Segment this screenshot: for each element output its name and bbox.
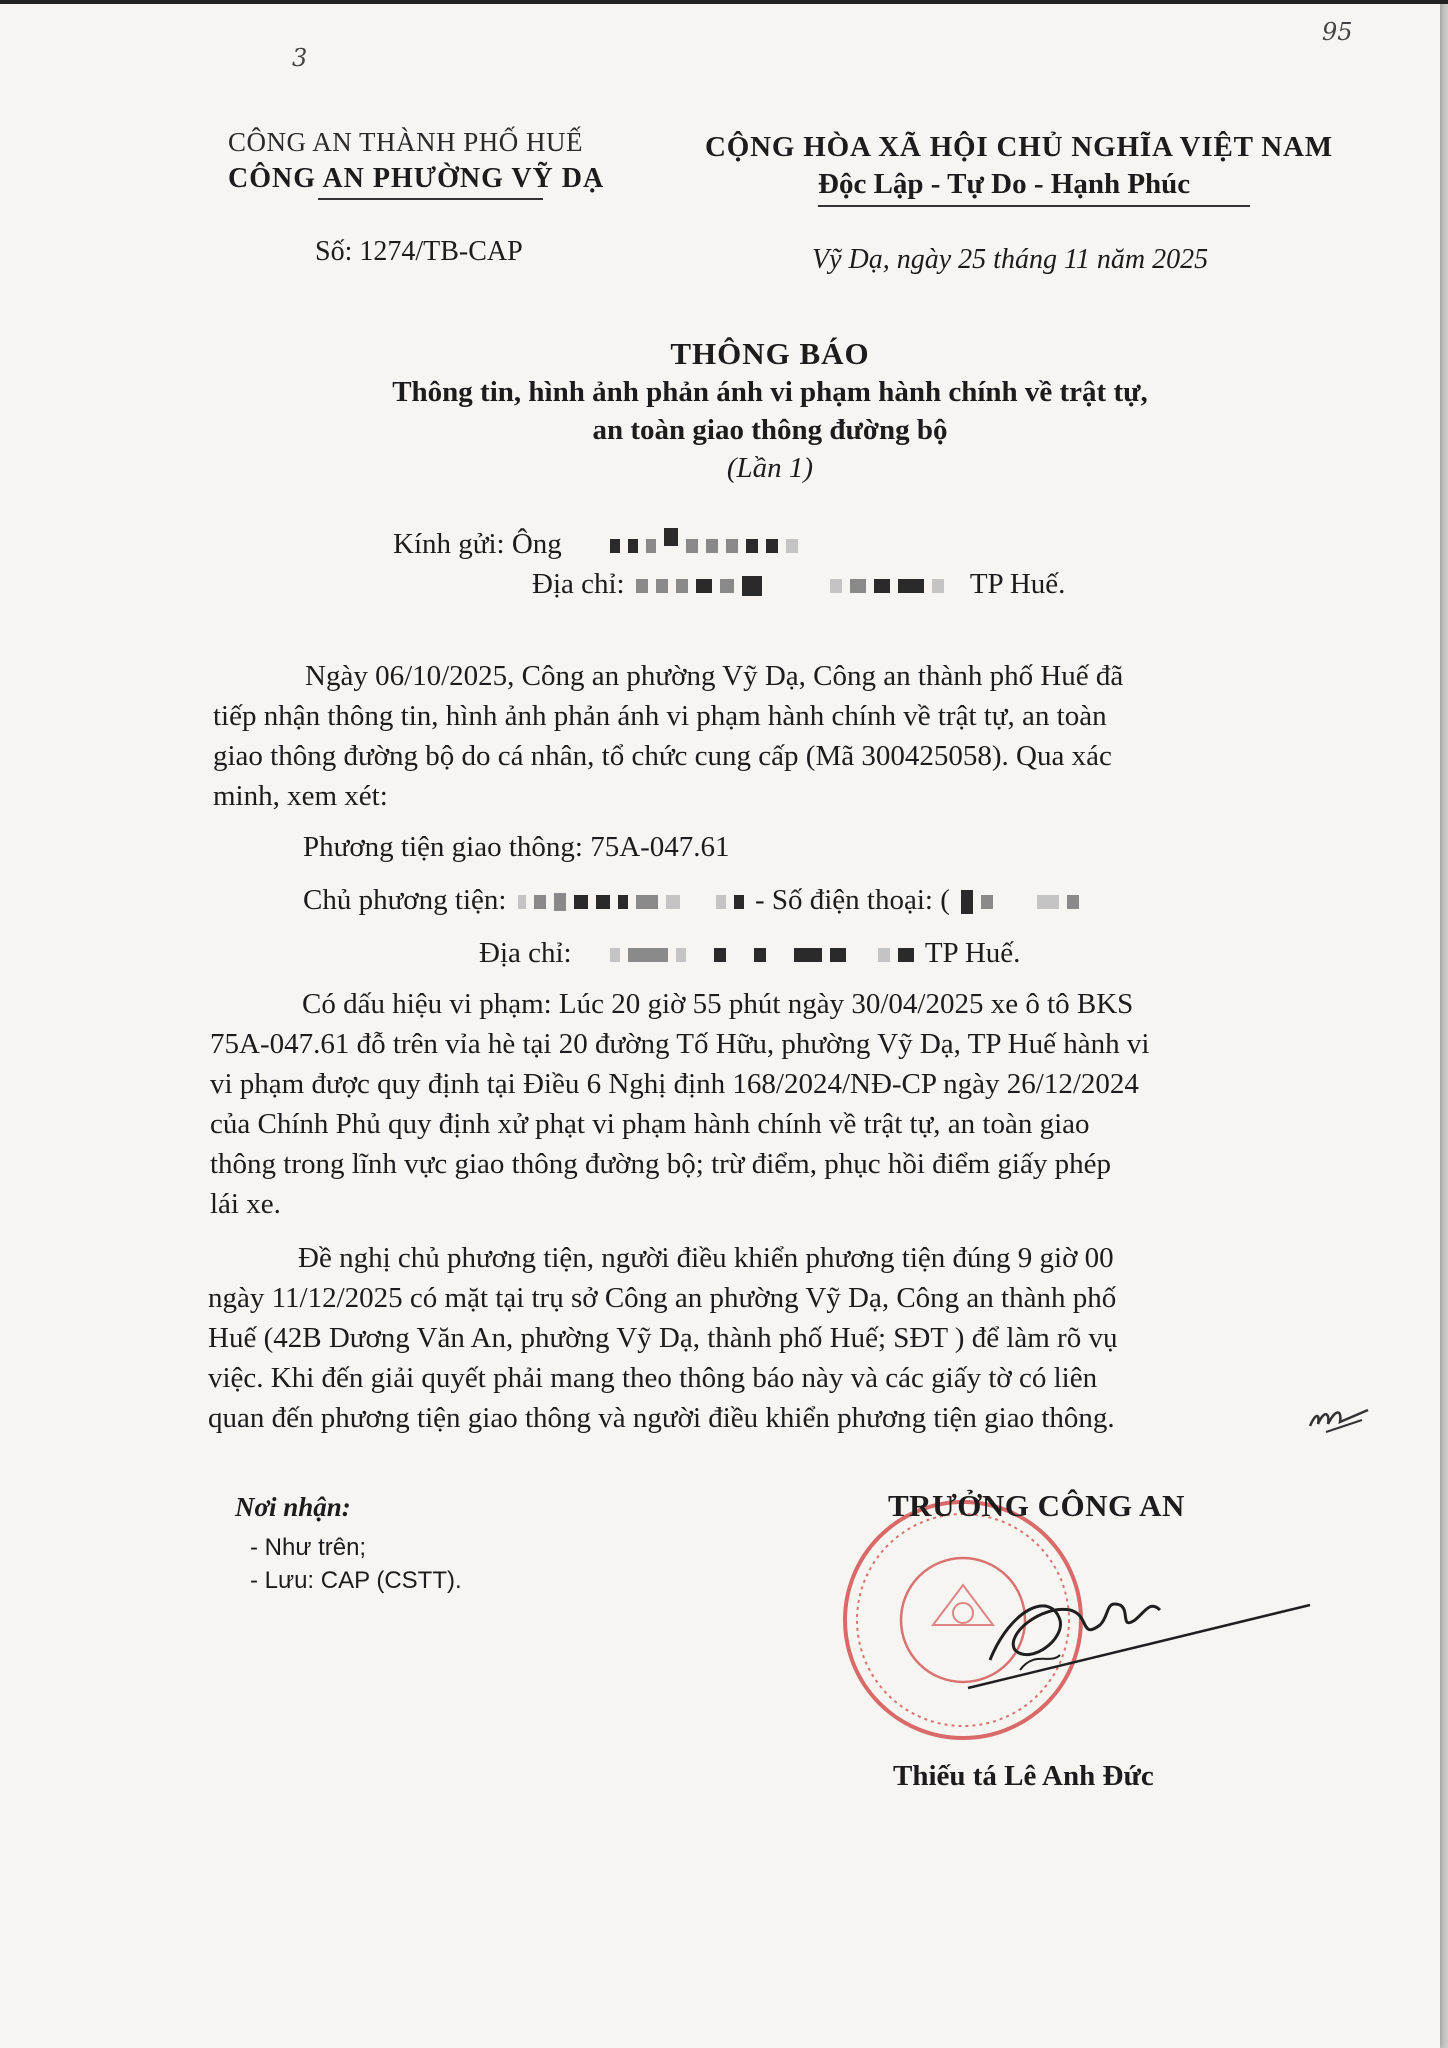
recipient-address-line <box>532 568 1065 601</box>
recipient-item: - Như trên; <box>250 1534 367 1561</box>
redacted-name <box>786 539 798 553</box>
redacted-address <box>720 579 734 593</box>
paragraph-line: quan đến phương tiện giao thông và người điều khiển phương tiện giao thông. <box>208 1402 1115 1434</box>
paragraph-line: Ngày 06/10/2025, Công an phường Vỹ Dạ, Công an thành phố Huế đã <box>305 660 1124 692</box>
recipient-address-label: Địa chỉ: <box>532 568 625 600</box>
paragraph-line: giao thông đường bộ do cá nhân, tổ chức cung cấp (Mã 300425058). Qua xác <box>213 740 1112 772</box>
national-motto: Độc Lập - Tự Do - Hạnh Phúc <box>818 168 1191 200</box>
paragraph-line: Có dấu hiệu vi phạm: Lúc 20 giờ 55 phút ngày 30/04/2025 xe ô tô BKS <box>302 988 1134 1020</box>
redacted-owner <box>518 895 526 909</box>
redacted-name <box>610 539 620 553</box>
redacted-owner-address <box>830 948 846 962</box>
redacted-address <box>696 579 712 593</box>
redacted-owner-address <box>898 948 914 962</box>
redacted-address <box>850 579 866 593</box>
redacted-owner <box>574 895 588 909</box>
redacted-name <box>646 539 656 553</box>
redacted-address <box>742 576 762 596</box>
paragraph-line: của Chính Phủ quy định xử phạt vi phạm hành chính về trật tự, an toàn giao <box>210 1108 1090 1140</box>
redacted-owner-address <box>878 948 890 962</box>
paragraph-line: vi phạm được quy định tại Điều 6 Nghị định 168/2024/NĐ-CP ngày 26/12/2024 <box>210 1068 1139 1100</box>
redacted-phone <box>1067 895 1079 909</box>
document-subtitle-1: Thông tin, hình ảnh phản ánh vi phạm hành chính về trật tự, <box>392 376 1148 408</box>
paragraph-line: minh, xem xét: <box>213 780 388 812</box>
redacted-name <box>746 539 758 553</box>
paragraph-line: ngày 11/12/2025 có mặt tại trụ sở Công an phường Vỹ Dạ, Công an thành phố <box>208 1282 1117 1314</box>
recipients-label: Nơi nhận: <box>235 1492 351 1522</box>
margin-note-right: 95 <box>1322 18 1353 46</box>
owner-line <box>303 880 1083 920</box>
redacted-owner <box>666 895 680 909</box>
redacted-owner <box>734 895 744 909</box>
notice-round: (Lần 1) <box>726 452 814 484</box>
redacted-address <box>656 579 668 593</box>
recipient-address-city: TP Huế. <box>969 568 1066 600</box>
redacted-owner <box>618 895 628 909</box>
redacted-owner <box>554 893 566 911</box>
redacted-name <box>766 539 778 553</box>
redacted-owner-address <box>794 948 822 962</box>
paragraph-violation <box>210 984 1149 1224</box>
document-subtitle-2: an toàn giao thông đường bộ <box>592 414 948 446</box>
redacted-owner <box>534 895 546 909</box>
redacted-address <box>636 579 648 593</box>
signer-name: Thiếu tá Lê Anh Đức <box>893 1760 1154 1792</box>
redacted-name <box>726 539 738 553</box>
agency-underline <box>318 198 543 200</box>
redacted-phone <box>981 895 993 909</box>
redacted-owner <box>596 895 610 909</box>
redacted-name <box>664 528 678 546</box>
paragraph-line: Huế (42B Dương Văn An, phường Vỹ Dạ, thành phố Huế; SĐT ) để làm rõ vụ <box>208 1322 1118 1354</box>
agency-parent: CÔNG AN THÀNH PHỐ HUẾ <box>228 127 584 157</box>
vehicle-line: Phương tiện giao thông: 75A-047.61 <box>303 831 730 863</box>
margin-note-left: 3 <box>292 44 308 72</box>
paragraph-line: việc. Khi đến giải quyết phải mang theo thông báo này và các giấy tờ có liên <box>208 1362 1098 1394</box>
redacted-owner-address <box>714 948 726 962</box>
paragraph-line: tiếp nhận thông tin, hình ảnh phản ánh vi phạm hành chính về trật tự, an toàn <box>213 700 1107 732</box>
paragraph-intro <box>213 656 1123 816</box>
redacted-name <box>706 539 718 553</box>
nation-name: CỘNG HÒA XÃ HỘI CHỦ NGHĨA VIỆT NAM <box>705 131 1333 163</box>
document-title: THÔNG BÁO <box>670 336 870 371</box>
redacted-owner <box>636 895 658 909</box>
redacted-owner-address <box>676 948 686 962</box>
signer-title: TRƯỞNG CÔNG AN <box>888 1488 1185 1523</box>
document-number: Số: 1274/TB-CAP <box>315 236 523 267</box>
redacted-phone <box>961 890 973 914</box>
redacted-address <box>874 579 890 593</box>
redacted-owner-address <box>754 948 766 962</box>
owner-address-city: TP Huế. <box>924 937 1021 969</box>
recipient-greeting-line <box>393 528 802 561</box>
paragraph-line: 75A-047.61 đỗ trên vỉa hè tại 20 đường Tố Hữu, phường Vỹ Dạ, TP Huế hành vi <box>210 1028 1150 1060</box>
redacted-name <box>686 539 698 553</box>
redacted-owner-address <box>628 948 668 962</box>
redacted-address <box>932 579 944 593</box>
paragraph-request <box>208 1238 1117 1438</box>
paragraph-line: lái xe. <box>210 1188 281 1220</box>
redacted-address <box>898 579 924 593</box>
motto-underline <box>818 205 1250 207</box>
owner-address-label: Địa chỉ: <box>479 937 572 969</box>
redacted-owner-address <box>610 948 620 962</box>
redacted-address <box>676 579 688 593</box>
redacted-owner <box>716 895 726 909</box>
phone-label: - Số điện thoại: ( <box>754 884 950 916</box>
redacted-phone <box>1037 895 1059 909</box>
redacted-address <box>830 579 842 593</box>
paragraph-line: Đề nghị chủ phương tiện, người điều khiển phương tiện đúng 9 giờ 00 <box>298 1242 1114 1274</box>
owner-address-line <box>479 933 1020 973</box>
paragraph-line: thông trong lĩnh vực giao thông đường bộ; trừ điểm, phục hồi điểm giấy phép <box>210 1148 1111 1180</box>
initials-mark <box>1306 1400 1376 1436</box>
scan-edge <box>0 0 1448 4</box>
owner-label: Chủ phương tiện: <box>303 884 507 916</box>
signature <box>960 1570 1320 1720</box>
redacted-name <box>628 539 638 553</box>
recipient-item: - Lưu: CAP (CSTT). <box>250 1567 462 1594</box>
date-line: Vỹ Dạ, ngày 25 tháng 11 năm 2025 <box>812 244 1209 275</box>
agency-name: CÔNG AN PHƯỜNG VỸ DẠ <box>228 163 605 194</box>
recipient-greeting: Kính gửi: Ông <box>393 528 562 560</box>
